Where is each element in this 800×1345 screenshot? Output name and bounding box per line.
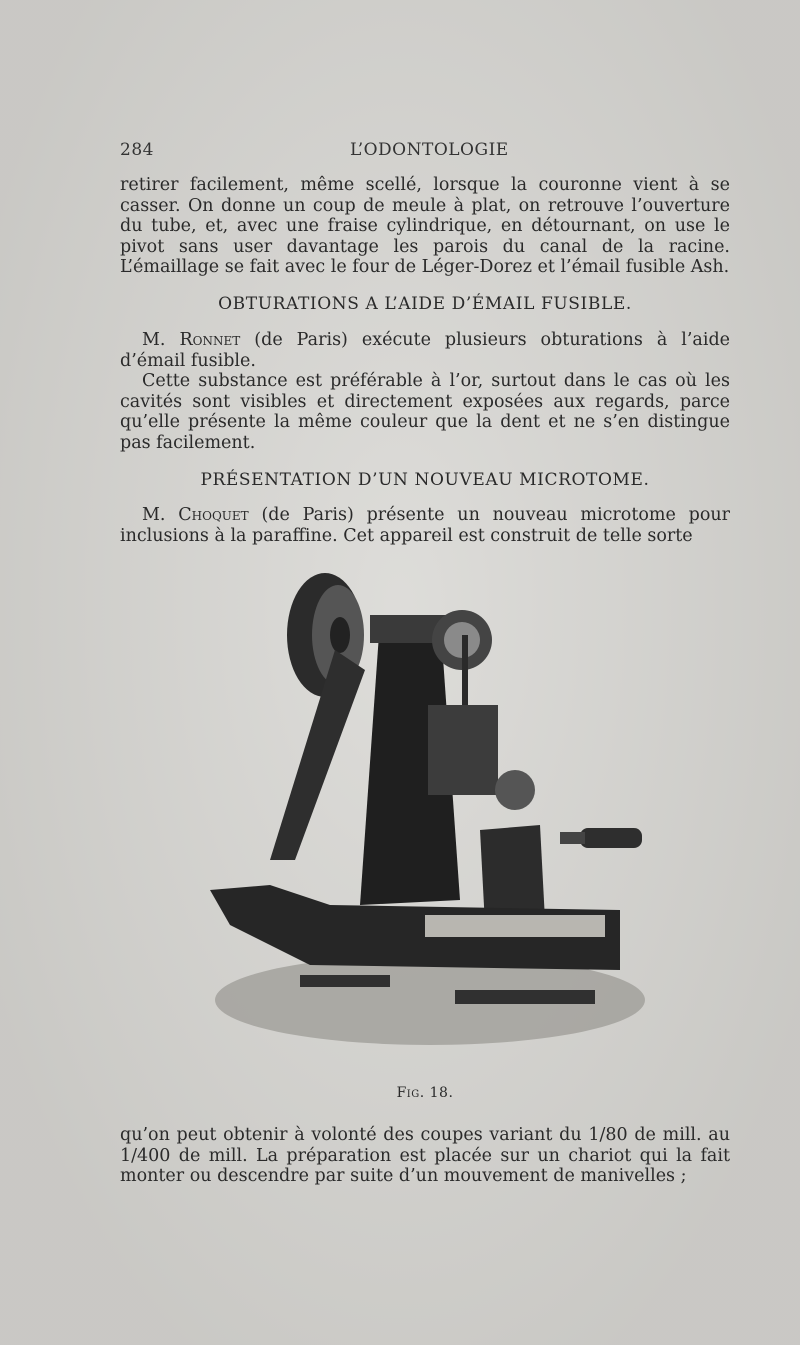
handle: [580, 828, 642, 848]
base-plate: [425, 915, 605, 937]
base-foot: [455, 990, 595, 1004]
obturations-paragraph-2: Cette substance est préférable à l’or, surtout dans le cas où les cavités sont visibles et directement exposées aux regards, parce qu’elle présente la même couleur que la dent et ne s’en distingue pas facilement.: [120, 371, 730, 453]
intro-paragraph: retirer facilement, même scellé, lorsque la couronne vient à se casser. On donne un coup de meule à plat, on retrouve l’ouverture du tube, et, avec une fraise cylindrique, en détournant, on use le pivot sans user davantage les parois du canal de la racine. L’émaillage se fait avec le four de Léger-Dorez et l’émail fusible Ash.: [120, 175, 730, 277]
obturations-text: (de Paris) exécute plusieurs obturations à l’aide d’émail fusible.: [120, 330, 731, 371]
author-name-choquet: Choquet: [178, 505, 249, 525]
handle-shaft: [560, 832, 585, 844]
section-title-obturations: OBTURATIONS A L’AIDE D’ÉMAIL FUSIBLE.: [218, 294, 632, 314]
closing-text: [120, 1125, 730, 1187]
flywheel-hub: [330, 617, 350, 653]
section-title-microtome: PRÉSENTATION D’UN NOUVEAU MICROTOME.: [200, 470, 650, 490]
section-microtome-body: [120, 505, 730, 546]
author-name-ronnet: Ronnet: [179, 330, 241, 350]
microtome-prefix: M.: [142, 505, 179, 525]
microtome-paragraph-1: [120, 505, 730, 546]
obturations-paragraph-1: [120, 330, 730, 371]
intro-text: [120, 175, 730, 278]
section-obturations-body: [120, 330, 730, 453]
closing-paragraph: qu’on peut obtenir à volonté des coupes variant du 1/80 de mill. au 1/400 de mill. La préparation est placée sur un chariot qui la fait monter ou descendre par suite d’un mouvement de manivelles ;: [120, 1125, 730, 1186]
base-foot-left: [300, 975, 390, 987]
page-number: 284: [120, 140, 154, 160]
page-header: [120, 140, 728, 166]
microtome-illustration: [200, 560, 660, 1060]
carriage: [428, 705, 498, 795]
obturations-prefix: M.: [142, 330, 180, 350]
running-title: L’ODONTOLOGIE: [350, 140, 509, 160]
object-holder: [495, 770, 535, 810]
figure-caption: Fig. 18.: [396, 1085, 454, 1101]
microtome-text: (de Paris) présente un nouveau microtome pour inclusions à la paraffine. Cet appareil est construit de telle sorte: [120, 505, 730, 546]
